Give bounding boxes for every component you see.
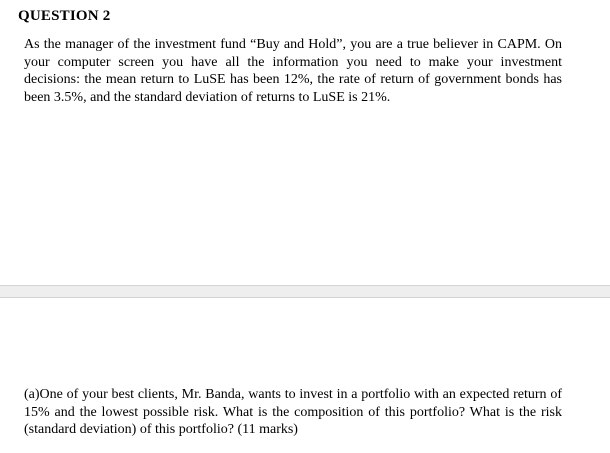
document-page-bottom — [0, 298, 610, 453]
question-part-a: (a)One of your best clients, Mr. Banda, wants to invest in a portfolio with an expected return of 15% and the lowest possible risk. What is the composition of this portfolio? What is the risk (standard deviation) of this portfolio? (11 marks) — [24, 387, 562, 437]
page-break-divider — [0, 285, 610, 298]
question-heading: QUESTION 2 — [18, 8, 111, 24]
question-paragraph: As the manager of the investment fund “Buy and Hold”, you are a true believer in CAPM. On your computer screen you have all the information you need to make your investment decisions: the mean return to LuSE has been 12%, the rate of return of government bonds has been 3.5%, and the standard deviation of returns to LuSE is 21%. — [24, 37, 562, 105]
